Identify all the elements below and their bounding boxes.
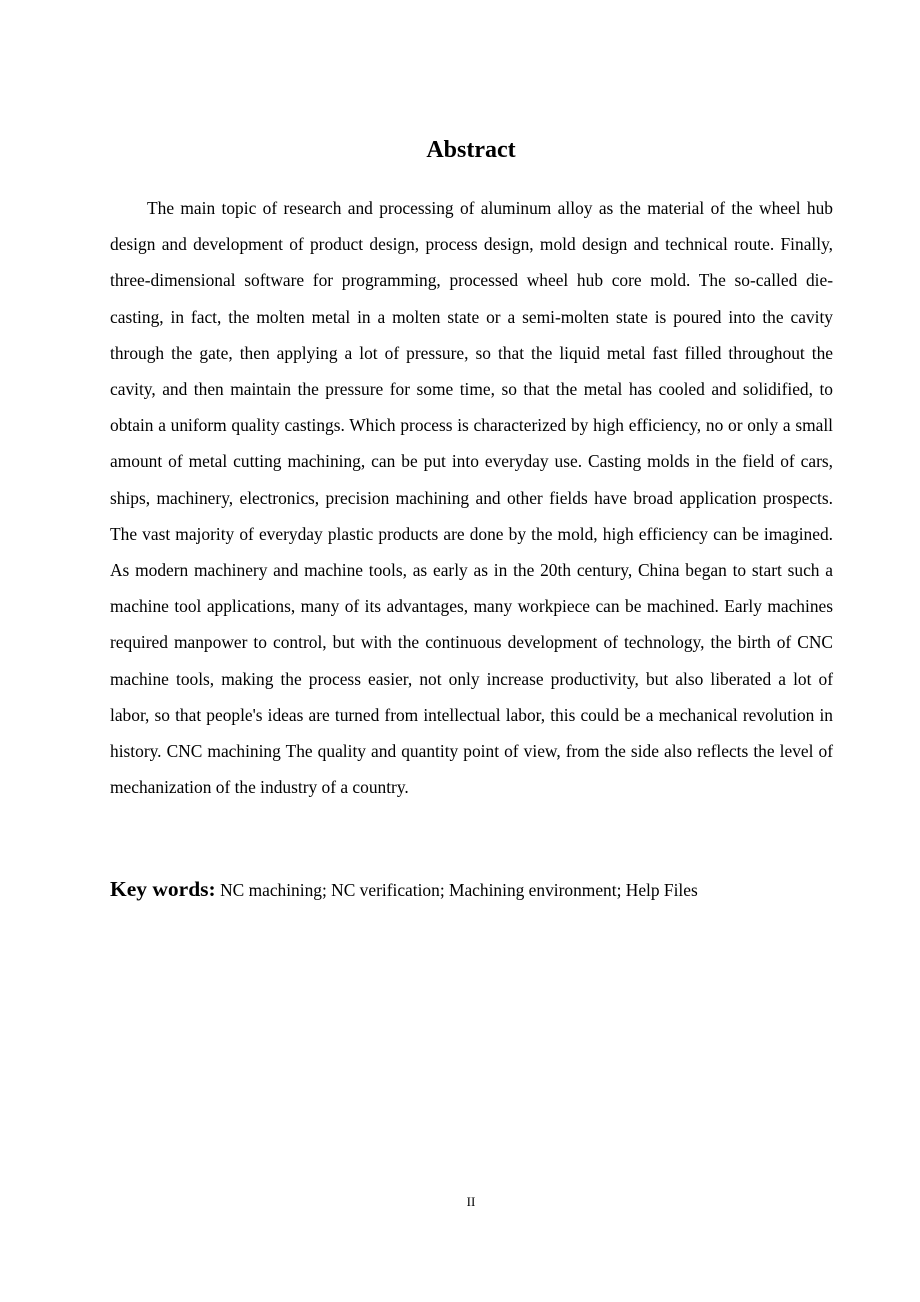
page-number: II [466,1194,476,1209]
keywords-list: NC machining; NC verification; Machining environment; Help Files [220,880,698,900]
keywords-line [110,873,833,906]
keywords-label: Key words: [110,877,216,901]
abstract-title: Abstract [426,137,516,163]
abstract-body: The main topic of research and processing of aluminum alloy as the material of the wheel hub design and development of product design, process design, mold design and technical route. Finally, three-dimensional software for programming, processed wheel hub core mold. The so-called die-casting, in fact, the molten metal in a molten state or a semi-molten state is poured into the cavity through the gate, then applying a lot of pressure, so that the liquid metal fast filled throughout the cavity, and then maintain the pressure for some time, so that the metal has cooled and solidified, to obtain a uniform quality castings. Which process is characterized by high efficiency, no or only a small amount of metal cutting machining, can be put into everyday use. Casting molds in the field of cars, ships, machinery, electronics, precision machining and other fields have broad application prospects. The vast majority of everyday plastic products are done by the mold, high efficiency can be imagined. As modern machinery and machine tools, as early as in the 20th century, China began to start such a machine tool applications, many of its advantages, many workpiece can be machined. Early machines required manpower to control, but with the continuous development of technology, the birth of CNC machine tools, making the process easier, not only increase productivity, but also liberated a lot of labor, so that people's ideas are turned from intellectual labor, this could be a mechanical revolution in history. CNC machining The quality and quantity point of view, from the side also reflects the level of mechanization of the industry of a country. [110,198,833,798]
